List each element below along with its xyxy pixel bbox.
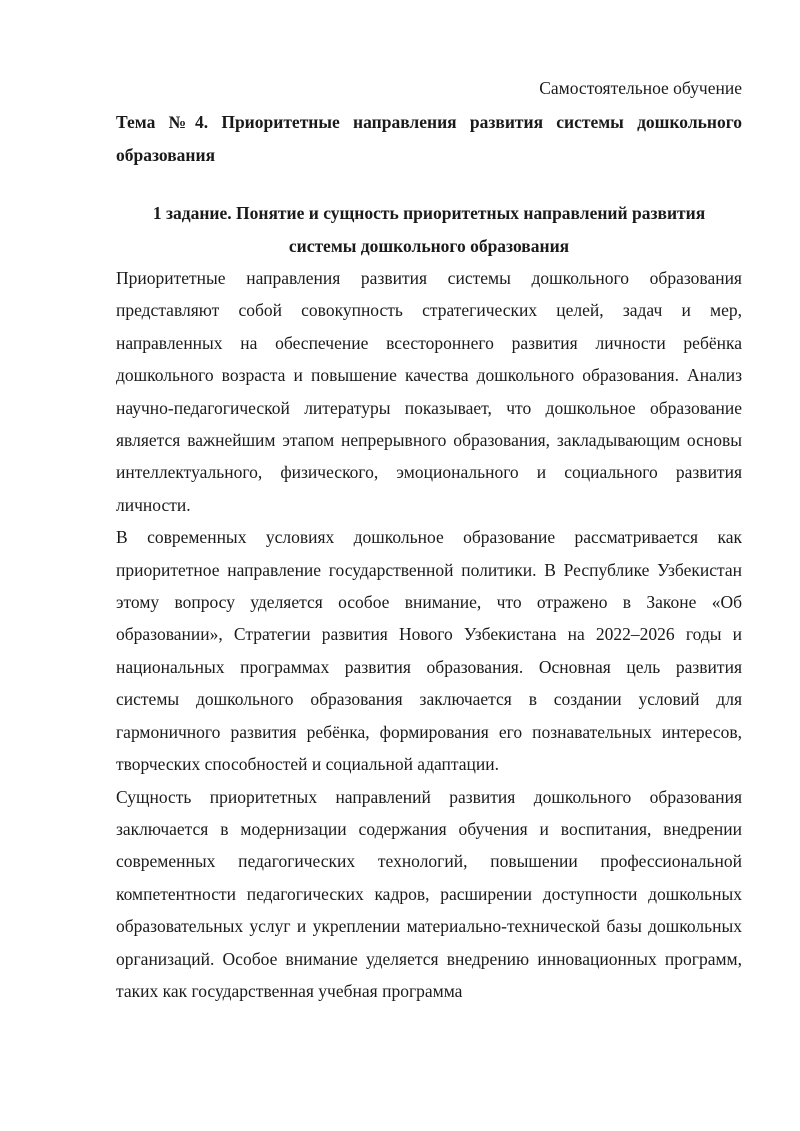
paragraph-1: Приоритетные направления развития системы дошкольного образования представляют собой совокупность стратегических целей, задач и мер, направленных на обеспечение всестороннего развития личности ребёнка дошкольного возраста и повышение качества дошкольного образования. Анализ научно-педагогической литературы показывает, что дошкольное образование является важнейшим этапом непрерывного образования, закладывающим основы интеллектуального, физического, эмоционального и социального развития личности. [116,268,742,515]
task-title-line-2: системы дошкольного образования [288,235,570,256]
paragraph-2: В современных условиях дошкольное образование рассматривается как приоритетное направление государственной политики. В Республике Узбекистан этому вопросу уделяется особое внимание, что отражено в Законе «Об образовании», Стратегии развития Нового Узбекистана на 2022–2026 годы и национальных программах развития образования. Основная цель развития системы дошкольного образования заключается в создании условий для гармоничного развития ребёнка, формирования его познавательных интересов, творческих способностей и социальной адаптации. [116,527,742,775]
document-page [116,72,742,1007]
topic-title: Тема №4. Приоритетные направления развития системы дошкольного образования [116,112,742,165]
task-title [116,197,742,262]
paragraph-3: Сущность приоритетных направлений развития дошкольного образования заключается в модернизации содержания обучения и воспитания, внедрении современных педагогических технологий, повышении профессиональной компетентности педагогических кадров, расширении доступности дошкольных образовательных услуг и укреплении материально-технической базы дошкольных организаций. Особое внимание уделяется внедрению инновационных программ, таких как государственная учебная программа [116,786,742,1001]
task-title-line-1: 1 задание. Понятие и сущность приоритетных направлений развития [152,203,706,223]
document-header-label: Самостоятельное обучение [539,78,742,98]
